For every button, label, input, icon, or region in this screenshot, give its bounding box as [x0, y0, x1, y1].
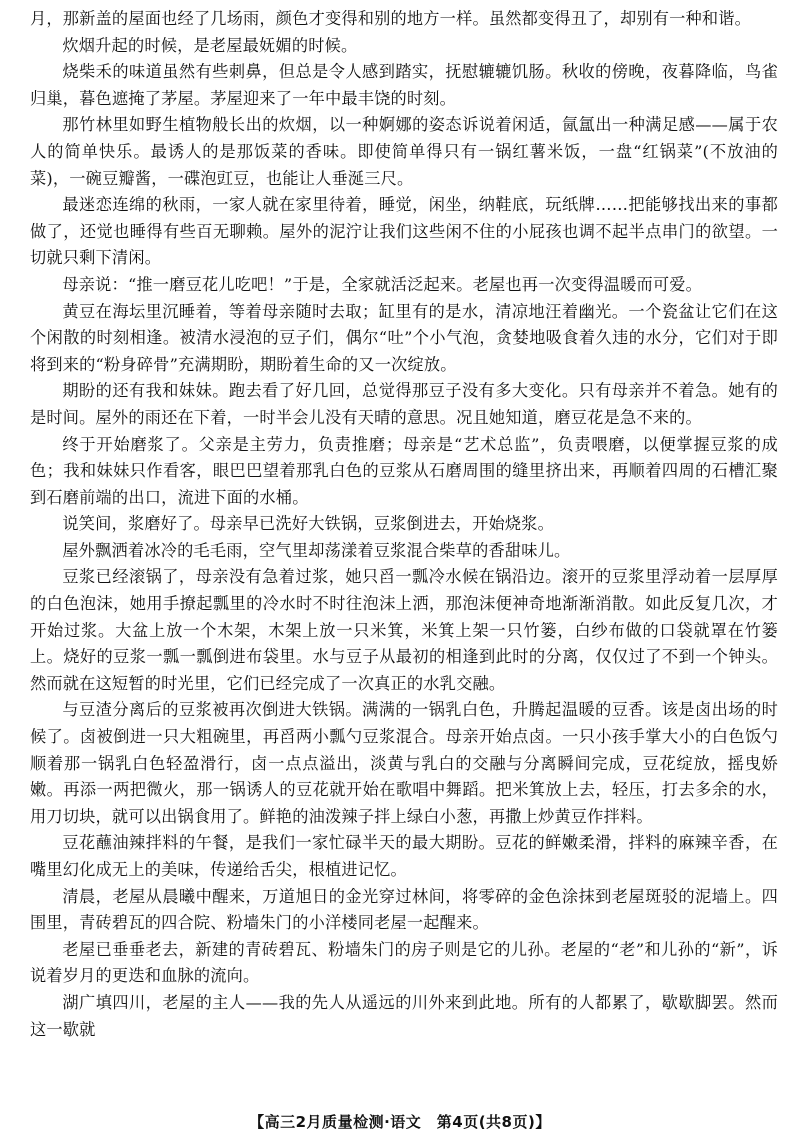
paragraph-11: 屋外飘洒着冰冷的毛毛雨，空气里却荡漾着豆浆混合柴草的香甜味儿。: [62, 540, 571, 560]
paragraph-4: 那竹林里如野生植物般长出的炊烟，以一种婀娜的姿态诉说着闲适，氤氲出一种满足感——属于农人的简单快乐。最诱人的是那饭菜的香味。即使简单得只有一锅红薯米饭，一盘“红锅菜”(不放油的菜)，一碗豆瓣酱，一碟泡豇豆，也能让人垂涎三尺。: [30, 115, 778, 188]
paragraph-17: 湖广填四川，老屋的主人——我的先人从遥远的川外来到此地。所有的人都累了，歇歇脚罢。然而这一歇就: [30, 992, 778, 1039]
paragraph-6: 母亲说：“推一磨豆花儿吃吧！”于是，全家就活泛起来。老屋也再一次变得温暖而可爱。: [62, 274, 703, 294]
paragraph-3: 烧柴禾的味道虽然有些刺鼻，但总是令人感到踏实，抚慰辘辘饥肠。秋收的傍晚，夜暮降临，鸟雀归巢，暮色遮掩了茅屋。茅屋迎来了一年中最丰饶的时刻。: [30, 62, 778, 108]
paragraph-2: 炊烟升起的时候，是老屋最妩媚的时候。: [62, 35, 358, 55]
paragraph-16: 老屋已垂垂老去，新建的青砖碧瓦、粉墙朱门的房子则是它的儿孙。老屋的“老”和儿孙的“新”，诉说着岁月的更迭和血脉的流向。: [30, 939, 778, 986]
paragraph-9: 终于开始磨浆了。父亲是主劳力，负责推磨；母亲是“艺术总监”，负责喂磨，以便掌握豆浆的成色；我和妹妹只作看客，眼巴巴望着那乳白色的豆浆从石磨周围的缝里挤出来，再顺着四周的石槽汇聚到石磨前端的出口，流进下面的水桶。: [30, 434, 778, 507]
paragraph-5: 最迷恋连绵的秋雨，一家人就在家里待着，睡觉，闲坐，纳鞋底，玩纸牌……把能够找出来的事都做了，还觉也睡得有些百无聊赖。屋外的泥泞让我们这些闲不住的小屁孩也调不起半点串门的欲望。一切就只剩下清闲。: [30, 195, 778, 268]
paragraph-14: 豆花蘸油辣拌料的午餐，是我们一家忙碌半天的最大期盼。豆花的鲜嫩柔滑，拌料的麻辣辛香，在嘴里幻化成无上的美味，传递给舌尖，根植进记忆。: [30, 833, 778, 879]
paragraph-13: 与豆渣分离后的豆浆被再次倒进大铁锅。满满的一锅乳白色，升腾起温暖的豆香。该是卤出场的时候了。卤被倒进一只大粗碗里，再舀两小瓢勺豆浆混合。母亲开始点卤。一只小孩手掌大小的白色饭勺顺着那一锅乳白色轻盈滑行，卤一点点溢出，淡黄与乳白的交融与分离瞬间完成，豆花绽放，摇曳娇嫩。再添一两把微火，那一锅诱人的豆花就开始在歌唱中舞蹈。把米箕放上去，轻压，打去多余的水，用刀切块，就可以出锅食用了。鲜艳的油泼辣子拌上绿白小葱，再撒上炒黄豆作拌料。: [30, 700, 778, 826]
article-body: [30, 6, 778, 1043]
paragraph-10: 说笑间，浆磨好了。母亲早已洗好大铁锅，豆浆倒进去，开始烧浆。: [62, 514, 555, 534]
paragraph-12: 豆浆已经滚锅了，母亲没有急着过浆，她只舀一瓢冷水候在锅沿边。滚开的豆浆里浮动着一层厚厚的白色泡沫，她用手撩起瓢里的冷水时不时往泡沫上洒，那泡沫便神奇地渐渐消散。如此反复几次，才开始过浆。大盆上放一个木架，木架上放一只米箕，米箕上架一只竹篓，白纱布做的口袋就罩在竹篓上。烧好的豆浆一瓢一瓢倒进布袋里。水与豆子从最初的相逢到此时的分离，仅仅过了不到一个钟头。然而就在这短暂的时光里，它们已经完成了一次真正的水乳交融。: [30, 567, 778, 693]
paragraph-7: 黄豆在海坛里沉睡着，等着母亲随时去取；缸里有的是水，清凉地汪着幽光。一个瓷盆让它们在这个闲散的时刻相逢。被清水浸泡的豆子们，偶尔“吐”个小气泡，贪婪地吸食着久违的水分，它们对于即将到来的“粉身碎骨”充满期盼，期盼着生命的又一次绽放。: [30, 301, 778, 374]
paragraph-8: 期盼的还有我和妹妹。跑去看了好几回，总觉得那豆子没有多大变化。只有母亲并不着急。她有的是时间。屋外的雨还在下着，一时半会儿没有天晴的意思。况且她知道，磨豆花是急不来的。: [30, 381, 778, 427]
page-footer: 【高三2月质量检测·语文 第4页(共8页)】: [249, 1113, 551, 1131]
paragraph-1: 月，那新盖的屋面也经了几场雨，颜色才变得和别的地方一样。虽然都变得丑了，却别有一种和谐。: [30, 9, 752, 28]
paragraph-15: 清晨，老屋从晨曦中醒来，万道旭日的金光穿过林间，将零碎的金色涂抹到老屋斑驳的泥墙上。四围里，青砖碧瓦的四合院、粉墙朱门的小洋楼同老屋一起醒来。: [30, 886, 778, 933]
